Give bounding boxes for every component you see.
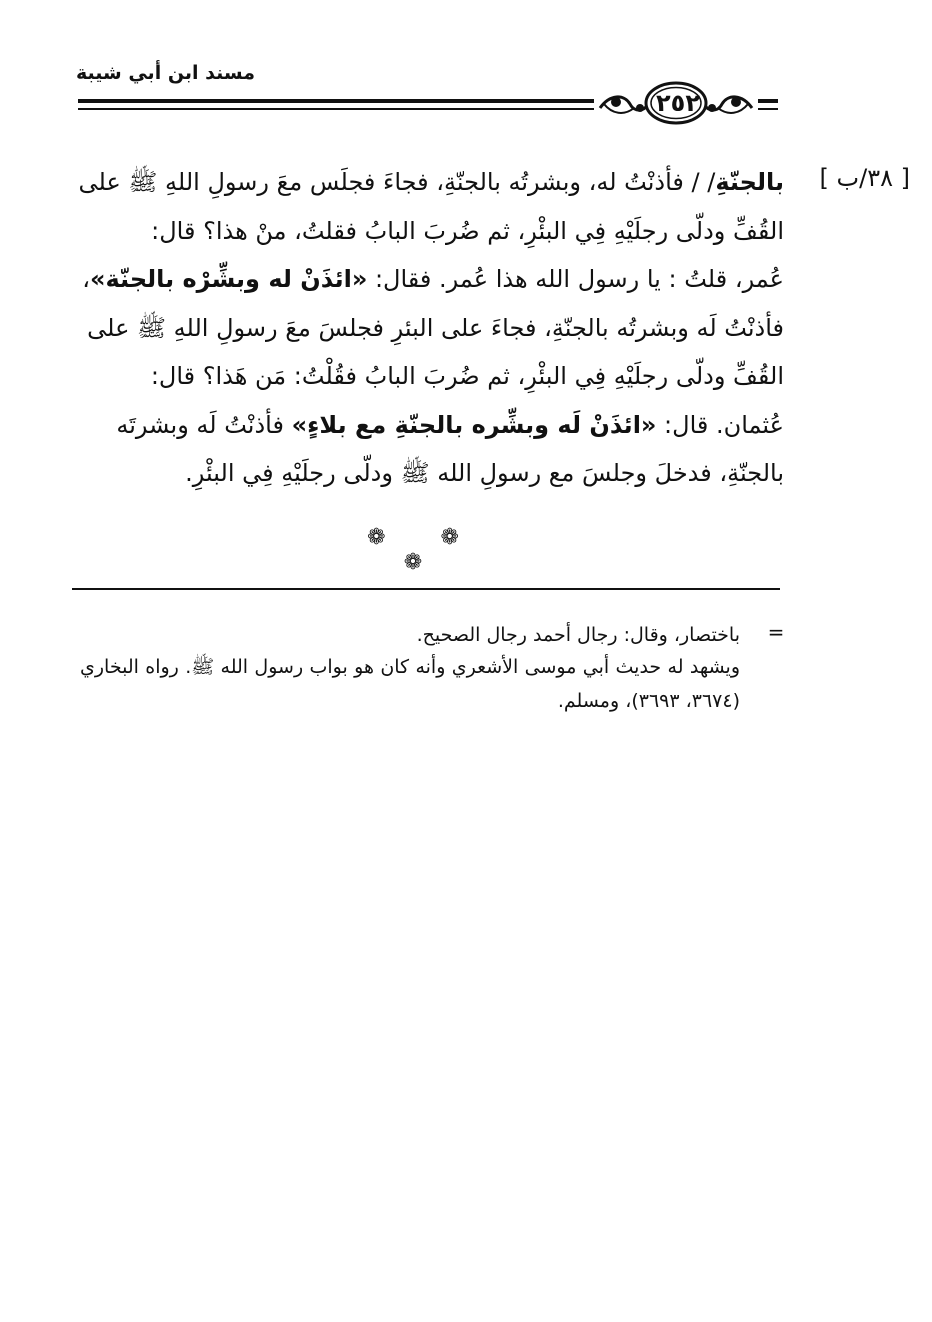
text-line — [72, 158, 784, 207]
footnote-line: ويشهد له حديث أبي موسى الأشعري وأنه كان هو بواب رسول الله ﷺ. رواه البخاري (٣٦٧٤، ٣٦٩٣)، ومسلم. — [80, 656, 740, 712]
bold-quote: «ائذَنْ له وبشِّرْه بالجنّة» — [89, 265, 368, 293]
text-line: القُفِّ ودلّى رجلَيْهِ فِي البئْرِ، ثم ضُربَ البابُ فقُلْتُ: مَن هَذا؟ قال: — [150, 362, 784, 390]
text-span: / / فأذنْتُ له، وبشرتُه بالجنّةِ، فجاءَ فجلَس معَ رسولِ اللهِ ﷺ على — [78, 168, 716, 196]
main-text — [72, 158, 784, 498]
text-line: فأذنْتُ لَه وبشرتُه بالجنّةِ، فجاءَ على البئرِ فجلسَ معَ رسولِ اللهِ ﷺ على — [87, 313, 784, 342]
section-separator: ❁ ❁ ❁ — [367, 525, 483, 575]
manuscript-folio-reference: [ ٣٨/ب ] — [819, 164, 910, 192]
text-line — [72, 255, 784, 304]
text-line: بالجنّةِ، فدخلَ وجلسَ مع رسولِ الله ﷺ ودلّى رجلَيْهِ فِي البئْرِ. — [185, 459, 784, 487]
text-line: القُفِّ ودلّى رجلَيْهِ فِي البئْرِ، ثم ضُربَ البابُ فقلتُ، منْ هذا؟ قال: — [151, 216, 784, 245]
text-span: عُثمان. قال: — [656, 410, 784, 439]
footnote-continuation-mark: = — [767, 620, 785, 644]
text-span: عُمر، قلتُ : يا رسول الله هذا عُمر. فقال: — [367, 265, 784, 293]
text-span: فأذنْتُ لَه وبشرتَه — [116, 410, 292, 439]
text-span: ، — [82, 265, 90, 293]
footnote-line: باختصار، وقال: رجال أحمد رجال الصحيح. — [416, 624, 740, 646]
footnote-rule — [72, 588, 780, 590]
running-title: مسند ابن أبي شيبة — [76, 62, 256, 84]
header-rule — [78, 99, 598, 103]
header-rule-thin — [78, 108, 598, 110]
bold-text: بالجنّةِ — [715, 168, 784, 196]
text-line — [72, 401, 784, 450]
page-number: ٢٥٢ — [656, 89, 700, 117]
bold-quote: «ائذَنْ لَه وبشِّره بالجنّةِ مع بلاءٍ» — [291, 410, 657, 439]
